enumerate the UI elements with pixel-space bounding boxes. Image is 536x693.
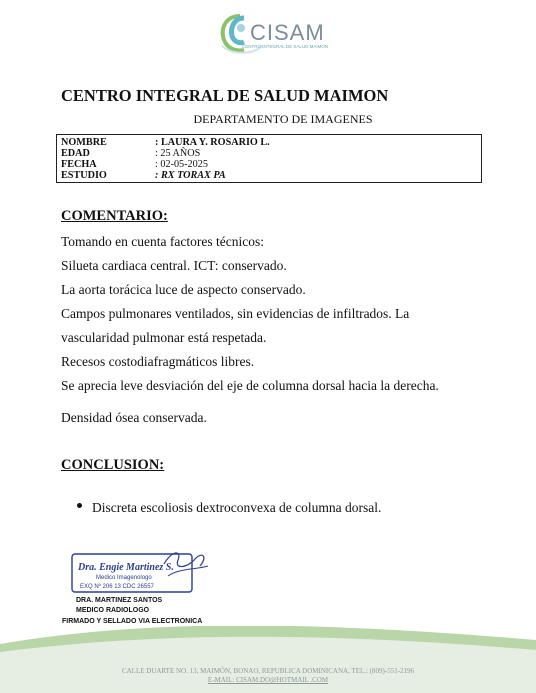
info-label: ESTUDIO: [61, 170, 107, 181]
logo-wordmark: CISAM: [250, 20, 325, 45]
conclusion-item: Discreta escoliosis dextroconvexa de columna dorsal.: [92, 500, 382, 515]
footer-email[interactable]: E-MAIL: CISAM.DO@HOTMAIL .COM: [207, 676, 329, 684]
comment-heading: COMENTARIO:: [61, 208, 168, 224]
department-title: DEPARTAMENTO DE IMAGENES: [193, 112, 373, 126]
clinic-title: CENTRO INTEGRAL DE SALUD MAIMON: [61, 86, 389, 105]
info-label: EDAD: [61, 148, 90, 159]
cisam-logo: [214, 10, 334, 58]
stamp-title: Medico Imagenologo: [96, 575, 152, 581]
signer-name: DRA. MARTINEZ SANTOS: [76, 597, 163, 604]
comment-line: Recesos costodiafragmáticos libres.: [61, 354, 255, 369]
comment-line: La aorta torácica luce de aspecto conservado.: [61, 282, 306, 297]
comment-line: vascularidad pulmonar está respetada.: [61, 330, 267, 345]
comment-line: Densidad ósea conservada.: [61, 410, 207, 425]
info-value: : RX TORAX PA: [155, 170, 226, 181]
signer-title: MEDICO RADIOLOGO: [76, 607, 150, 614]
stamp-graphic-icon: [68, 546, 214, 598]
footer-address: CALLE DUARTE NO. 13, MAIMÓN, BONAO, REPUBLICA DOMINICANA, TEL.: (809)-551-2196: [121, 667, 415, 675]
conclusion-heading: CONCLUSION:: [61, 457, 165, 473]
info-value: : 25 AÑOS: [155, 148, 201, 159]
signature-stamp: [68, 546, 214, 598]
comment-line: Tomando en cuenta factores técnicos:: [61, 234, 264, 249]
info-label: NOMBRE: [61, 137, 107, 148]
bullet-icon: [77, 503, 82, 508]
stamp-name: Dra. Engie Martinez S.: [78, 562, 174, 573]
stamp-exeq: EXQ Nº 206 13 CDC 26557: [80, 584, 154, 590]
comment-line: Silueta cardiaca central. ICT: conservado.: [61, 258, 287, 273]
info-label: FECHA: [61, 159, 97, 170]
logo-subtitle: CENTRO INTEGRAL DE SALUD MAIMON: [242, 44, 329, 49]
comment-line: Campos pulmonares ventilados, sin evidencias de infiltrados. La: [61, 306, 410, 321]
info-value: : 02-05-2025: [155, 159, 208, 170]
comment-line: Se aprecia leve desviación del eje de columna dorsal hacia la derecha.: [61, 378, 439, 393]
patient-info-box: [56, 134, 482, 183]
info-value: : LAURA Y. ROSARIO L.: [155, 137, 270, 148]
signature-note: FIRMADO Y SELLADO VIA ELECTRONICA: [62, 618, 203, 625]
